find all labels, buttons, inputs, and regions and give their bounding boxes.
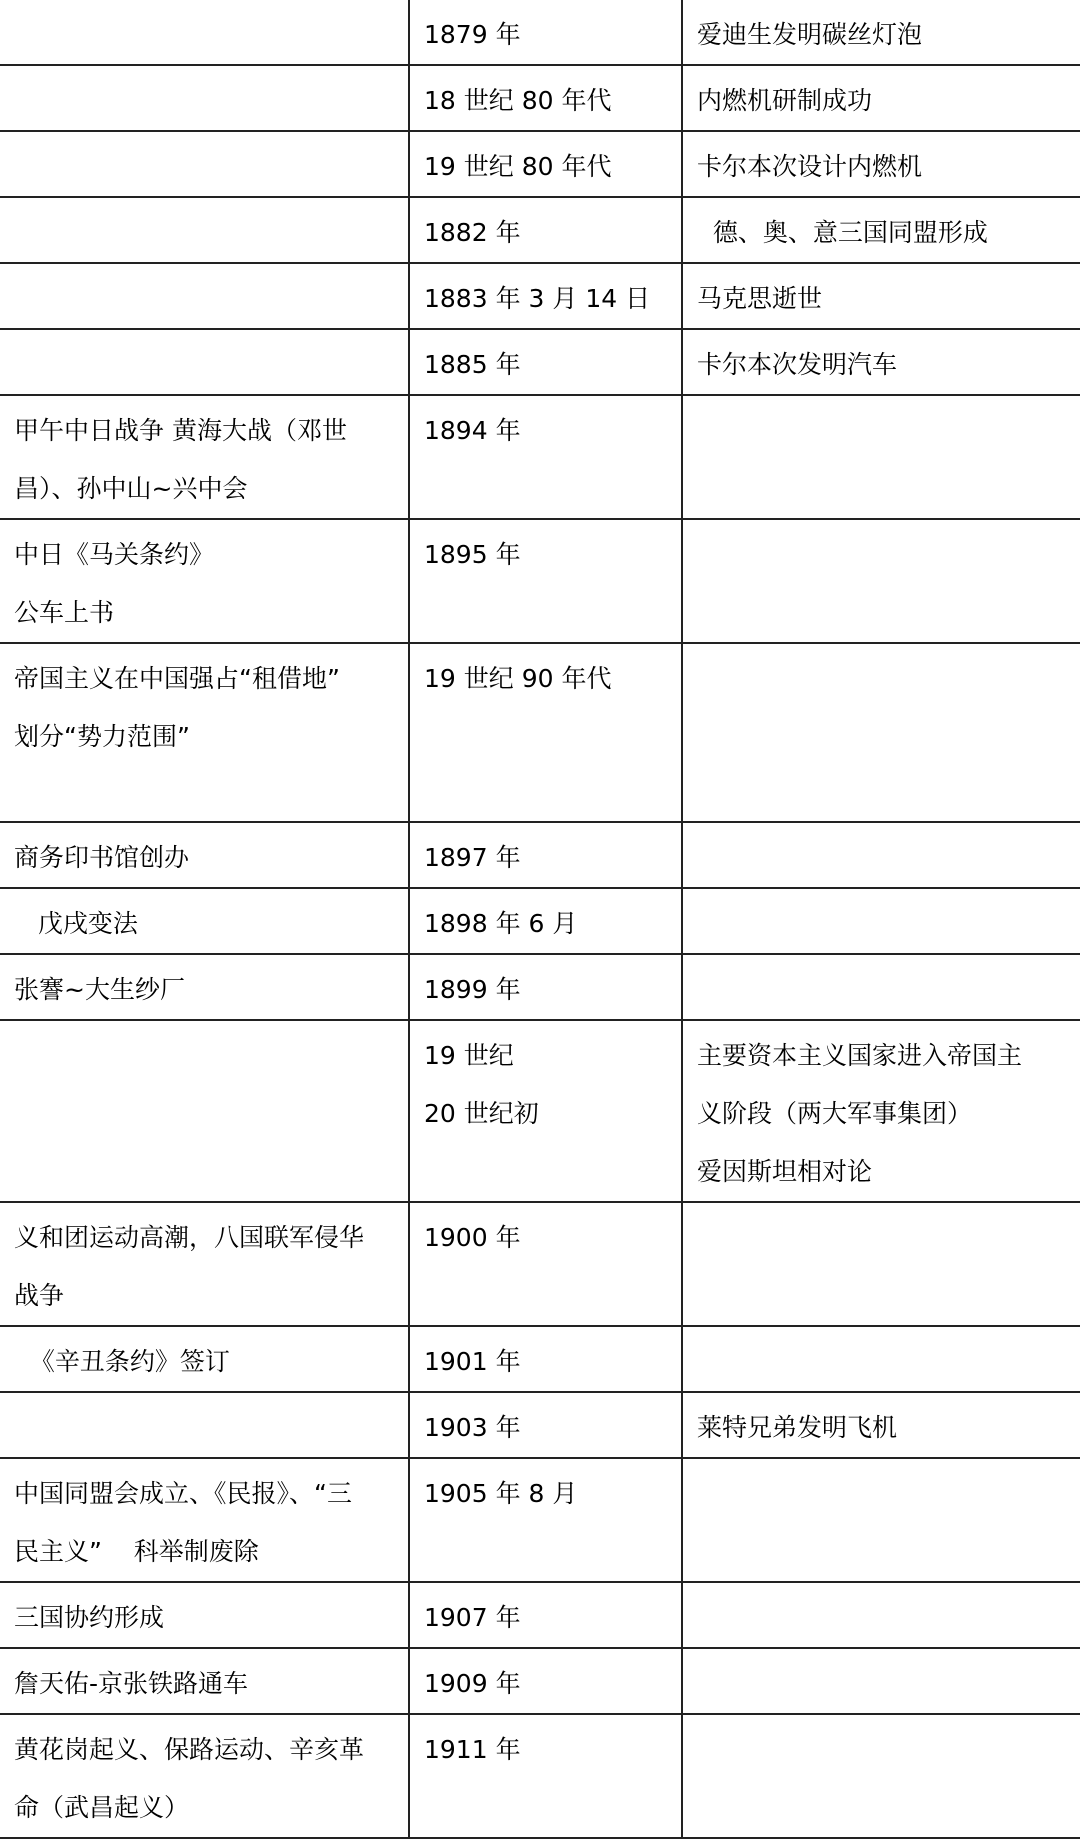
year-cell	[409, 395, 682, 519]
china-event-cell	[0, 519, 409, 643]
year-cell-text: 1907 年	[424, 1603, 521, 1632]
year-cell	[409, 1648, 682, 1714]
year-cell	[409, 1582, 682, 1648]
table-row	[0, 1202, 1080, 1326]
year-cell	[409, 1458, 682, 1582]
world-event-cell-text: 卡尔本次设计内燃机	[697, 152, 923, 181]
year-cell-text: 1909 年	[424, 1669, 521, 1698]
year-cell-text: 1883 年 3 月 14 日	[424, 284, 651, 313]
year-cell-text: 20 世纪初	[424, 1099, 539, 1128]
china-event-cell-text: 詹天佑-京张铁路通车	[14, 1669, 249, 1698]
china-event-cell	[0, 1392, 409, 1458]
china-event-cell	[0, 822, 409, 888]
year-cell-text: 1905 年 8 月	[424, 1479, 578, 1508]
year-cell	[409, 65, 682, 131]
year-cell-text: 1911 年	[424, 1735, 521, 1764]
china-event-cell	[0, 197, 409, 263]
china-event-cell	[0, 1714, 409, 1838]
year-cell	[409, 1020, 682, 1202]
table-row	[0, 395, 1080, 519]
world-event-cell	[682, 65, 1080, 131]
world-event-cell	[682, 1648, 1080, 1714]
china-event-cell-text: 命（武昌起义）	[14, 1793, 190, 1822]
table-row	[0, 1714, 1080, 1838]
world-event-cell	[682, 1392, 1080, 1458]
table-row	[0, 1648, 1080, 1714]
year-cell	[409, 0, 682, 65]
year-cell-text: 1885 年	[424, 350, 521, 379]
table-row	[0, 954, 1080, 1020]
year-cell-text: 19 世纪	[424, 1041, 514, 1070]
china-event-cell-text: 战争	[14, 1281, 65, 1310]
world-event-cell	[682, 888, 1080, 954]
china-event-cell-text: 甲午中日战争 黄海大战（邓世	[14, 416, 347, 445]
year-cell	[409, 519, 682, 643]
china-event-cell	[0, 1326, 409, 1392]
table-row	[0, 822, 1080, 888]
world-event-cell	[682, 954, 1080, 1020]
world-event-cell	[682, 822, 1080, 888]
china-event-cell	[0, 1020, 409, 1202]
china-event-cell	[0, 954, 409, 1020]
year-cell-text: 1882 年	[424, 218, 521, 247]
china-event-cell	[0, 1648, 409, 1714]
year-cell-text: 1900 年	[424, 1223, 521, 1252]
world-event-cell	[682, 263, 1080, 329]
table-row	[0, 888, 1080, 954]
china-event-cell	[0, 131, 409, 197]
world-event-cell-text: 内燃机研制成功	[697, 86, 873, 115]
world-event-cell-text: 德、奥、意三国同盟形成	[697, 218, 988, 247]
world-event-cell-text: 马克思逝世	[697, 284, 823, 313]
table-row	[0, 131, 1080, 197]
world-event-cell-text: 主要资本主义国家进入帝国主	[697, 1041, 1023, 1070]
table-row	[0, 1392, 1080, 1458]
china-event-cell-text: 帝国主义在中国强占“租借地”	[14, 664, 340, 693]
world-event-cell	[682, 1326, 1080, 1392]
table-row	[0, 197, 1080, 263]
world-event-cell	[682, 519, 1080, 643]
world-event-cell	[682, 1202, 1080, 1326]
year-cell-text: 18 世纪 80 年代	[424, 86, 612, 115]
year-cell	[409, 131, 682, 197]
world-event-cell	[682, 0, 1080, 65]
world-event-cell	[682, 1714, 1080, 1838]
year-cell	[409, 888, 682, 954]
year-cell	[409, 954, 682, 1020]
china-event-cell-text: 民主义” 科举制废除	[14, 1537, 259, 1566]
world-event-cell	[682, 131, 1080, 197]
year-cell-text: 1903 年	[424, 1413, 521, 1442]
year-cell	[409, 263, 682, 329]
table-row	[0, 519, 1080, 643]
china-event-cell-text: 义和团运动高潮，八国联军侵华	[14, 1223, 365, 1252]
table-row	[0, 65, 1080, 131]
world-event-cell-text: 莱特兄弟发明飞机	[697, 1413, 898, 1442]
table-row	[0, 1020, 1080, 1202]
year-cell	[409, 1714, 682, 1838]
world-event-cell	[682, 197, 1080, 263]
year-cell-text: 1897 年	[424, 843, 521, 872]
china-event-cell-text: 昌）、孙中山~兴中会	[14, 474, 248, 503]
world-event-cell-text: 义阶段（两大军事集团）	[697, 1099, 973, 1128]
world-event-cell-text: 爱因斯坦相对论	[697, 1157, 873, 1186]
table-row	[0, 263, 1080, 329]
table-row	[0, 1326, 1080, 1392]
year-cell	[409, 197, 682, 263]
world-event-cell	[682, 1020, 1080, 1202]
year-cell	[409, 1202, 682, 1326]
china-event-cell-text: 《辛丑条约》签订	[14, 1347, 230, 1376]
year-cell-text: 1898 年 6 月	[424, 909, 578, 938]
china-event-cell-text: 公车上书	[14, 598, 115, 627]
china-event-cell-text: 黄花岗起义、保路运动、辛亥革	[14, 1735, 365, 1764]
year-cell-text: 1899 年	[424, 975, 521, 1004]
china-event-cell	[0, 329, 409, 395]
table-row	[0, 329, 1080, 395]
year-cell	[409, 1392, 682, 1458]
world-event-cell	[682, 643, 1080, 822]
world-event-cell	[682, 1458, 1080, 1582]
world-event-cell	[682, 329, 1080, 395]
china-event-cell-text: 三国协约形成	[14, 1603, 165, 1632]
china-event-cell	[0, 263, 409, 329]
china-event-cell	[0, 888, 409, 954]
table-row	[0, 643, 1080, 822]
china-event-cell-text: 划分“势力范围”	[14, 722, 190, 751]
year-cell	[409, 822, 682, 888]
year-cell	[409, 643, 682, 822]
table-row	[0, 0, 1080, 65]
year-cell-text: 1901 年	[424, 1347, 521, 1376]
world-event-cell	[682, 1582, 1080, 1648]
world-event-cell-text: 卡尔本次发明汽车	[697, 350, 898, 379]
year-cell-text: 19 世纪 80 年代	[424, 152, 612, 181]
year-cell-text: 1894 年	[424, 416, 521, 445]
china-event-cell-text: 商务印书馆创办	[14, 843, 190, 872]
year-cell	[409, 329, 682, 395]
china-event-cell-text: 中国同盟会成立、《民报》、“三	[14, 1479, 352, 1508]
year-cell	[409, 1326, 682, 1392]
year-cell-text: 1895 年	[424, 540, 521, 569]
china-event-cell	[0, 1458, 409, 1582]
china-event-cell	[0, 0, 409, 65]
china-event-cell	[0, 65, 409, 131]
table-row	[0, 1458, 1080, 1582]
china-event-cell	[0, 643, 409, 822]
china-event-cell	[0, 1202, 409, 1326]
china-event-cell-text: 张謇~大生纱厂	[14, 975, 185, 1004]
china-event-cell	[0, 1582, 409, 1648]
china-event-cell-text: 戊戌变法	[14, 909, 138, 938]
world-event-cell-text: 爱迪生发明碳丝灯泡	[697, 20, 923, 49]
year-cell-text: 19 世纪 90 年代	[424, 664, 612, 693]
table-row	[0, 1582, 1080, 1648]
china-event-cell	[0, 395, 409, 519]
year-cell-text: 1879 年	[424, 20, 521, 49]
world-event-cell	[682, 395, 1080, 519]
china-event-cell-text: 中日《马关条约》	[14, 540, 215, 569]
